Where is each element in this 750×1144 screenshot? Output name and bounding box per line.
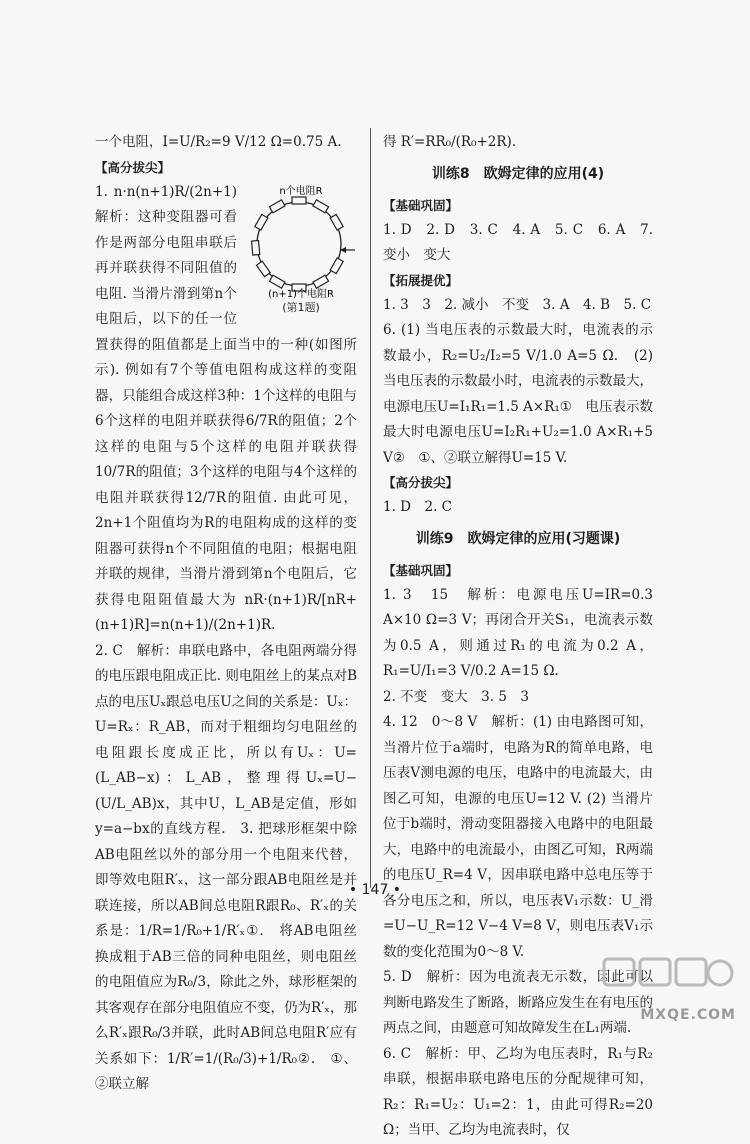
answer-9-6: 6. C 解析：甲、乙均为电压表时，R₁与R₂串联，根据串联电路电压的分配规律可知，R₂：R₁=U₂：U₁=2：1，由此可得R₂=20 Ω；当甲、乙均为电流表时，仅 (383, 1045, 653, 1138)
resistors (252, 197, 344, 291)
figure-label-top: n个电阻R (279, 185, 323, 197)
answer-1: 1. n·n(n+1)R/(2n+1) 解析：这种变阻器可看作是两部分电阻串联后再并联获得不同阻值的电阻. 当滑片滑到第n个电阻后，以下的任一位置获得的阻值都是上面当中的一种(如图所示). 例如有7个等值电阻构成这样的变阻器，只能组合成这样3种：1个这样的电阻与6个这样的电阻并联获得6/7R的阻值；2个这样的电阻与5个这样的电阻并联获得10/7R的阻值；3个这样的电阻与4个这样的电阻并联获得12/7R的阻值. 由此可见，2n+1个阻值均为R的电阻构成的这样的变阻器可获得n个不同阻值的电阻；根据电阻并联的规律，当滑片滑到第n个电阻后，它获得电阻阻值最大为 nR·(n+1)R/[nR+(n+1)R]=n(n+1)/(2n+1)R. (95, 183, 357, 633)
page-number: • 147 • (348, 882, 402, 898)
section-header: 【高分拔尖】 (383, 475, 459, 490)
section-header: 【基础巩固】 (383, 197, 459, 213)
answer-2-3: 2. C 解析：串联电路中，各电阻两端分得的电压跟电阻成正比. 则电阻丝上的某点对B点的电压Uₓ跟总电压U之间的关系是：Uₓ：U=Rₓ：R_AB，而对于粗细均匀电阻丝的电阻跟长度成正比，所以有Uₓ：U=(L_AB−x)：L_AB，整理得Uₓ=U−(U/L_AB)x，其中U，L_AB是定值，形如y=a−bx的直线方程. 3. 把球形框架中除AB电阻丝以外的部分用一个电阻来代替，即等效电阻R′ₓ，这一部分跟AB电阻丝是并联连接，所以AB间总电阻R跟R₀、R′ₓ的关系是：1/R=1/R₀+1/R′ₓ①. 将AB电阻丝换成粗于AB三倍的同种电阻丝，则电阻丝的电阻值应为R₀/3，除此之外，球形框架的其客观存在部分电阻值应不变，仍为R′ₓ，那么R′ₓ跟R₀/3并联，此时AB间总电阻R′应有关系如下：1/R′=1/(R₀/3)+1/R₀②. ①、②联立解 (95, 642, 357, 1092)
answer-9-4: 4. 12 0～8 V 解析：(1) 由电路图可知，当滑片位于a端时，电路为R的简单电路，电压表V测电源的电压，电路中的电流最大，由图乙可知，电源的电压U=12 V. (2) 当滑片位于b端时，滑动变阻器接入电路中的电阻最大，电路中的电流最小，由图乙可知，R两端的电压U_R=4 V，因串联电路中总电压等于各分电压之和，所以，电压表V₁示数：U_滑=U−U_R=12 V−4 V=8 V，则电压表V₁示数的变化范围为0～8 V. (383, 714, 653, 960)
answers-advanced: 1. D 2. C (383, 499, 452, 515)
section-header: 【高分拔尖】 (95, 159, 171, 175)
answer-6: 6. (1) 当电压表的示数最大时，电流表的示数最小，R₂=U₂/I₂=5 V/1.0 A=5 Ω. (2) 当电压表的示数最小时，电流表的示数最大，电源电压U=I₁R₁=1.5 A×R₁① 电压表示数最大时电源电压U=I₂R₁+U₂=1.0 A×R₁+5 V② ①、②联立解得U=15 V. (383, 322, 653, 466)
left-column (95, 130, 357, 1098)
answer-text: 一个电阻，I=U/R₂=9 V/12 Ω=0.75 A. (95, 134, 342, 150)
answers-extension: 1. 3 3 2. 减小 不变 3. A 4. B 5. C (383, 296, 652, 313)
answers-basic: 1. D 2. D 3. C 4. A 5. C 6. A 7. 变小 变大 (383, 221, 653, 263)
lesson-title-9: 训练9 欧姆定律的应用(习题课) (415, 530, 621, 547)
column-divider (370, 128, 371, 888)
answer-continuation: 得 R′=RR₀/(R₀+2R). (383, 134, 517, 150)
resistor-ring-diagram (245, 182, 357, 300)
figure-caption: (第1题) (282, 300, 320, 314)
answer-9-5: 5. D 解析：因为电流表无示数，因此可以判断电路发生了断路，断路应发生在有电压的两点之间，由题意可知故障发生在L₁两端. (383, 969, 653, 1036)
section-header: 【拓展提优】 (383, 272, 459, 288)
watermark-text: MXQE.COM (640, 1007, 736, 1023)
rheostat-figure (245, 182, 357, 316)
answer-9-2-3: 2. 不变 变大 3. 5 3 (383, 688, 530, 705)
lesson-title-8: 训练8 欧姆定律的应用(4) (431, 165, 605, 182)
answer-9-1: 1. 3 15 解析：电源电压U=IR=0.3 A×10 Ω=3 V；再闭合开关S₁，电流表示数为0.5 A，则通过R₁的电流为0.2 A，R₁=U/I₁=3 V/0.2 A=15 Ω. (383, 586, 653, 679)
figure-label-bottom: (n+1)个电阻R (268, 288, 334, 300)
section-header: 【基础巩固】 (383, 562, 459, 578)
